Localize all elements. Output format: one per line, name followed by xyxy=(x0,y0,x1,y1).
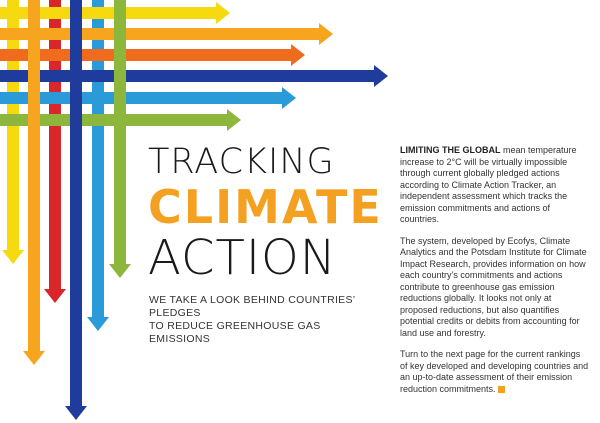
title-line-action: ACTION xyxy=(148,230,337,286)
subtitle xyxy=(149,294,379,346)
paragraph-2: The system, developed by Ecofys, Climate Analytics and the Potsdam Institute for Climate Impact Research, provides information on how each country’s commitments and actions contribute to greenhouse gas emission reductions globally. It looks not only at proposed reductions, but also quantifies potential credits or debits from accounting for land use and forestry. xyxy=(400,235,587,338)
end-mark-icon xyxy=(498,386,505,393)
subtitle-line-1: WE TAKE A LOOK BEHIND COUNTRIES’ PLEDGES xyxy=(149,294,356,319)
paragraph-1-text: mean temperature increase to 2°C will be virtually impossible through current globally pledged actions according to Climate Action Tracker, an independent assessment which tracks the emission commitments and actions of countries. xyxy=(400,145,577,224)
lead-in: LIMITING THE GLOBAL xyxy=(400,145,501,155)
paragraph-3 xyxy=(400,349,590,395)
subtitle-line-2: TO REDUCE GREENHOUSE GAS EMISSIONS xyxy=(149,320,321,345)
v-arrow-navy xyxy=(65,0,87,420)
paragraph-1 xyxy=(400,145,590,226)
paragraph-3-text: Turn to the next page for the current rankings of key developed and developing countries and an up-to-date assessment of their emission reduction commitments. xyxy=(400,349,589,394)
body-text xyxy=(400,145,590,405)
v-arrow-red xyxy=(44,0,66,303)
title-line-climate: CLIMATE xyxy=(148,180,383,234)
h-arrow-red-orange xyxy=(0,44,305,66)
h-arrow-blue xyxy=(0,87,296,109)
v-arrow-green xyxy=(109,0,131,278)
title-line-tracking: TRACKING xyxy=(148,142,335,182)
